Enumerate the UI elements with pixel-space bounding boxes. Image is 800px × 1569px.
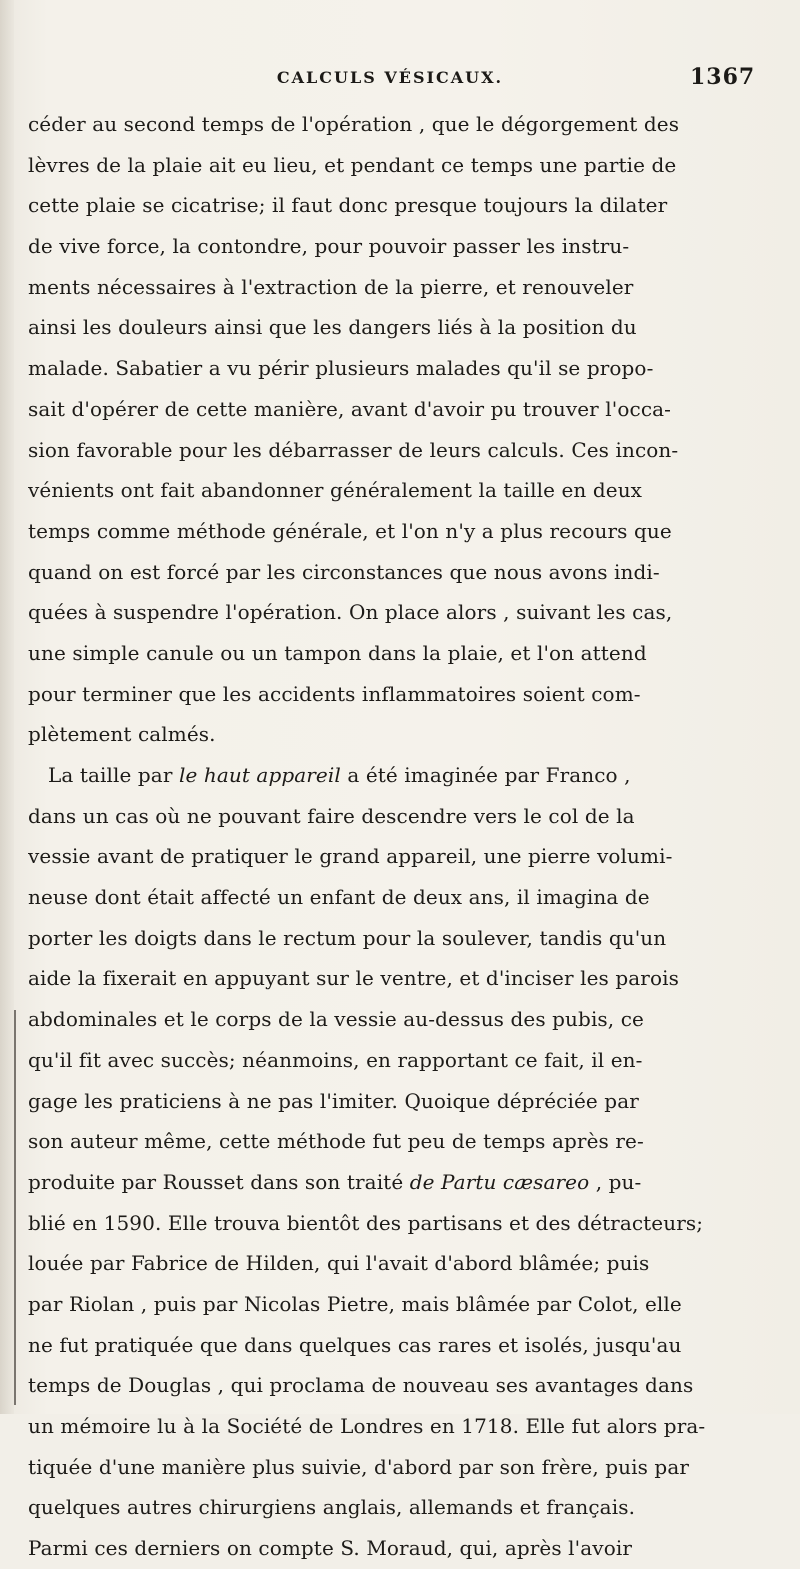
- text-line: par Riolan , puis par Nicolas Pietre, mais blâmée par Colot, elle: [28, 1291, 682, 1316]
- text-line: quand on est forcé par les circonstances que nous avons indi-: [28, 559, 660, 584]
- text-line: ne fut pratiquée que dans quelques cas rares et isolés, jusqu'au: [28, 1332, 682, 1357]
- page-number: 1367: [690, 64, 756, 90]
- text-line: plètement calmés.: [28, 722, 216, 747]
- text-line: une simple canule ou un tampon dans la plaie, et l'on attend: [28, 640, 647, 665]
- text-line: un mémoire lu à la Société de Londres en 1718. Elle fut alors pra-: [28, 1414, 706, 1438]
- text-line: céder au second temps de l'opération , que le dégorgement des: [28, 112, 680, 136]
- text-line: blié en 1590. Elle trouva bientôt des partisans et des détracteurs;: [28, 1210, 704, 1235]
- italic-title: de Partu cæsareo: [409, 1169, 590, 1194]
- text-line: pour terminer que les accidents inflammatoires soient com-: [28, 681, 641, 706]
- text-line: cette plaie se cicatrise; il faut donc presque toujours la dilater: [28, 193, 668, 218]
- text-line: temps de Douglas , qui proclama de nouveau ses avantages dans: [28, 1373, 694, 1398]
- text-line: de vive force, la contondre, pour pouvoir passer les instru-: [28, 234, 630, 259]
- text-line: qu'il fit avec succès; néanmoins, en rapportant ce fait, il en-: [28, 1047, 643, 1072]
- text-run: produite par Rousset dans son traité: [28, 1169, 410, 1194]
- text-line: son auteur même, cette méthode fut peu de temps après re-: [28, 1129, 644, 1154]
- text-line: temps comme méthode générale, et l'on n'y a plus recours que: [28, 518, 672, 543]
- text-line: malade. Sabatier a vu périr plusieurs malades qu'il se propo-: [28, 356, 654, 381]
- text-line: vessie avant de pratiquer le grand appareil, une pierre volumi-: [28, 844, 673, 869]
- text-line: gage les praticiens à ne pas l'imiter. Quoique dépréciée par: [28, 1088, 639, 1113]
- text-line: abdominales et le corps de la vessie au-dessus des pubis, ce: [28, 1007, 644, 1032]
- text-line: vénients ont fait abandonner généralement la taille en deux: [28, 478, 643, 503]
- text-run: a été imaginée par Franco ,: [340, 763, 631, 787]
- body-text: [28, 104, 790, 1569]
- text-line: quelques autres chirurgiens anglais, allemands et français.: [28, 1495, 636, 1520]
- text-line: ainsi les douleurs ainsi que les dangers liés à la position du: [28, 315, 637, 340]
- text-line: porter les doigts dans le rectum pour la soulever, tandis qu'un: [28, 925, 667, 950]
- page-binding-edge: [0, 0, 14, 1414]
- text-line: neuse dont était affecté un enfant de deux ans, il imagina de: [28, 885, 650, 910]
- paragraph-start-line: [28, 755, 790, 796]
- page-margin-rule: [14, 1010, 16, 1405]
- text-line: sait d'opérer de cette manière, avant d'avoir pu trouver l'occa-: [28, 396, 672, 421]
- text-run: La taille par: [48, 763, 179, 787]
- running-header: [0, 64, 800, 98]
- running-title: CALCULS VÉSICAUX.: [276, 68, 504, 87]
- text-line: tiquée d'une manière plus suivie, d'abord par son frère, puis par: [28, 1454, 690, 1479]
- text-line: aide la fixerait en appuyant sur le ventre, et d'inciser les parois: [28, 966, 679, 991]
- text-run: , pu-: [589, 1169, 642, 1194]
- italic-term: le haut appareil: [178, 763, 341, 787]
- text-line: lèvres de la plaie ait eu lieu, et pendant ce temps une partie de: [28, 152, 677, 177]
- text-line: dans un cas où ne pouvant faire descendre vers le col de la: [28, 803, 635, 828]
- text-line: [28, 1162, 790, 1203]
- text-line: ments nécessaires à l'extraction de la pierre, et renouveler: [28, 274, 634, 299]
- text-line: Parmi ces derniers on compte S. Moraud, qui, après l'avoir: [28, 1536, 632, 1561]
- text-line: quées à suspendre l'opération. On place alors , suivant les cas,: [28, 600, 673, 625]
- text-line: sion favorable pour les débarrasser de leurs calculs. Ces incon-: [28, 437, 679, 462]
- text-line: louée par Fabrice de Hilden, qui l'avait d'abord blâmée; puis: [28, 1251, 650, 1276]
